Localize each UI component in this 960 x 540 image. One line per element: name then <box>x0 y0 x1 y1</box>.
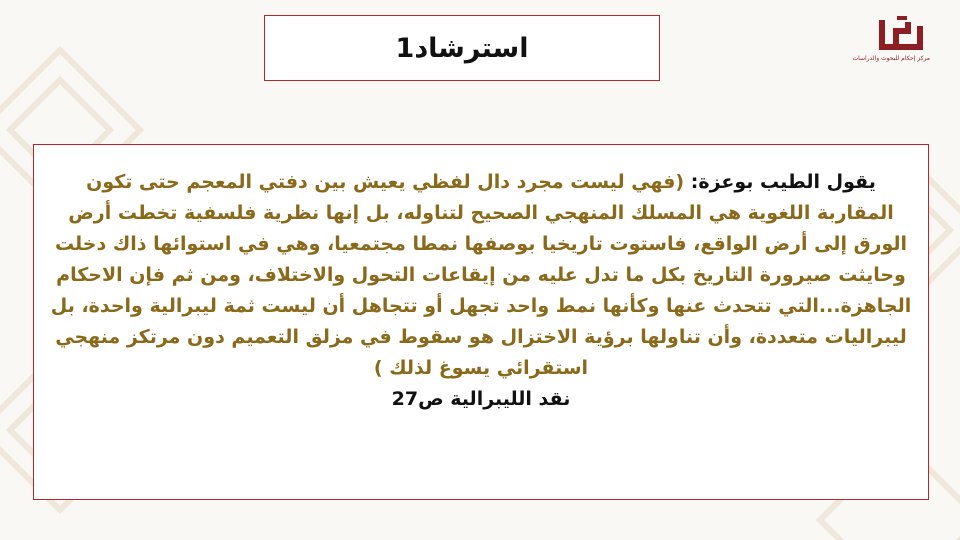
title-box <box>264 15 660 81</box>
logo-icon <box>872 14 930 54</box>
quote-speaker: يقول الطيب بوعزة: <box>690 171 876 193</box>
logo <box>852 14 930 76</box>
slide-title: استرشاد1 <box>395 32 529 64</box>
quote-source: نقد الليبرالية ص27 <box>391 388 571 410</box>
quote-text: (فهي ليست مجرد دال لفظي يعيش بين دفتي المعجم حتى تكون المقاربة اللغوية هي المسلك المنهجي الصحيح لتناوله، بل إنها نظرية فلسفية تخطت أرض الورق إلى أرض الواقع، فاستوت تاريخيا بوصفها نمطا مجتمعيا، وهي في استوائها ذاك دخلت وحايثت صيرورة التاريخ بكل ما تدل عليه من إيقاعات التحول والاختلاف، ومن ثم فإن الاحكام الجاهزة...التي تتحدث عنها وكأنها نمط واحد تجهل أو تتجاهل أن ليست ثمة ليبرالية واحدة، بل ليبراليات متعددة، وأن تناولها برؤية الاختزال هو سقوط في مزلق التعميم دون مرتكز منهجي استقرائي يسوغ لذلك ) <box>50 171 912 379</box>
quote-box <box>33 144 929 500</box>
quote-paragraph <box>48 167 914 415</box>
logo-subtitle: مركز إحكام للبحوث والدراسات <box>852 55 930 62</box>
